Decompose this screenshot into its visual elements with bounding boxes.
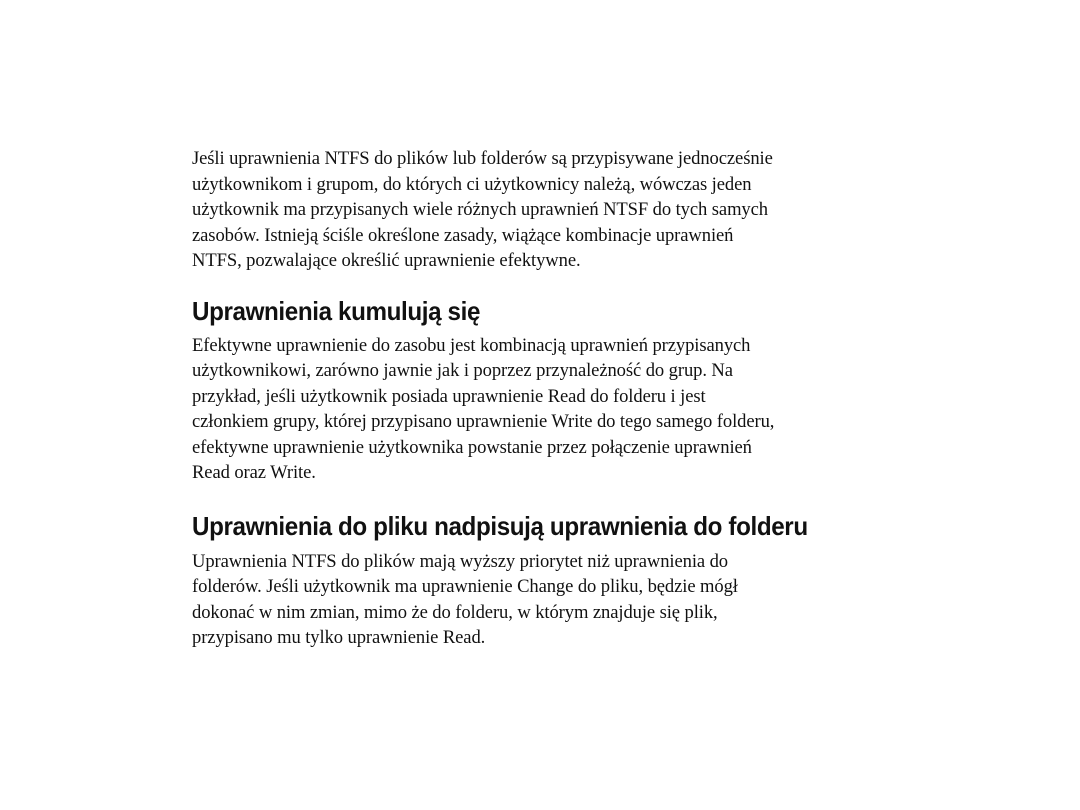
section-heading-cumulative: Uprawnienia kumulują się <box>192 295 481 326</box>
section-heading-file-overrides-folder: Uprawnienia do pliku nadpisują uprawnienia do folderu <box>192 510 808 541</box>
section-body-file-overrides-folder: Uprawnienia NTFS do plików mają wyższy priorytet niż uprawnienia do folderów. Jeśli użytkownik ma uprawnienie Change do pliku, będzie mógł dokonać w nim zmian, mimo że do folderu, w którym znajduje się plik, przypisano mu tylko uprawnienie Read. <box>192 550 738 648</box>
section-body-cumulative: Efektywne uprawnienie do zasobu jest kombinacją uprawnień przypisanych użytkownikowi, zarówno jawnie jak i poprzez przynależność do grup. Na przykład, jeśli użytkownik posiada uprawnienie Read do folderu i jest członkiem grupy, której przypisano uprawnienie Write do tego samego folderu, efektywne uprawnienie użytkownika powstanie przez połączenie uprawnień Read oraz Write. <box>192 334 775 483</box>
text-content <box>192 146 912 651</box>
intro-paragraph: Jeśli uprawnienia NTFS do plików lub folderów są przypisywane jednocześnie użytkownikom i grupom, do których ci użytkownicy należą, wówczas jeden użytkownik ma przypisanych wiele różnych uprawnień NTSF do tych samych zasobów. Istnieją ściśle określone zasady, wiążące kombinacje uprawnień NTFS, pozwalające określić uprawnienie efektywne. <box>192 148 773 271</box>
